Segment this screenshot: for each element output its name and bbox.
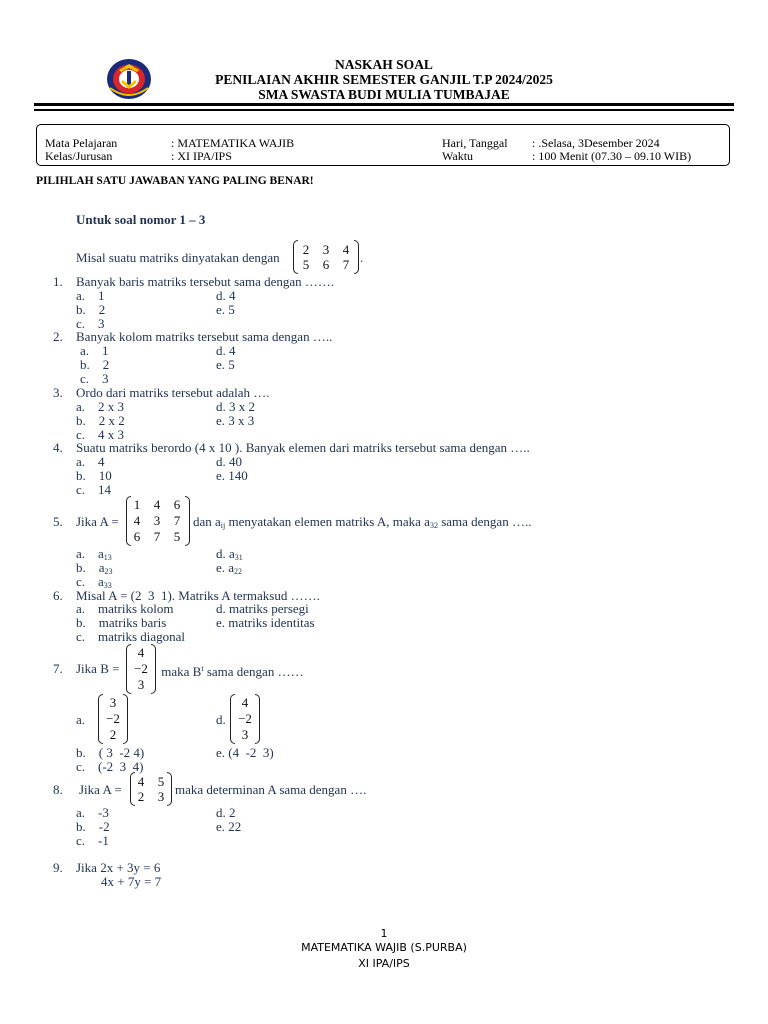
- q1-option-d: d. 4: [216, 288, 236, 303]
- q8-option-d: d. 2: [216, 805, 236, 820]
- q2-text: Banyak kolom matriks tersebut sama dengan …..: [76, 329, 333, 344]
- subject-value: : MATEMATIKA WAJIB: [171, 136, 295, 150]
- q7-matrix: 4 −2 3: [126, 644, 156, 694]
- q5-matrix: 1 4 6 4 3 7 6 7 5: [126, 496, 190, 546]
- q9-line2: 4x + 7y = 7: [101, 874, 162, 889]
- q9-line1: Jika 2x + 3y = 6: [76, 860, 161, 875]
- q5-prefix: Jika A =: [76, 514, 119, 529]
- q1-option-b: b. 2: [76, 302, 106, 317]
- section-title: Untuk soal nomor 1 – 3: [76, 212, 206, 227]
- instruction: PILIHLAH SATU JAWABAN YANG PALING BENAR!: [36, 175, 314, 187]
- q2-option-d: d. 4: [216, 343, 236, 358]
- q2-option-e: e. 5: [216, 357, 235, 372]
- q7-option-d-label: d.: [216, 712, 226, 727]
- day-value: : .Selasa, 3Desember 2024: [532, 136, 660, 150]
- q5-option-a: a. $a_{13}$: [76, 546, 112, 562]
- q5-option-b: b. $a_{23}$: [76, 560, 113, 576]
- q6-option-d: d. matriks persegi: [216, 601, 309, 616]
- q5-option-e: e. $a_{22}$: [216, 560, 243, 576]
- q3-option-e: e. 3 x 3: [216, 413, 255, 428]
- intro-end: .: [360, 250, 364, 265]
- q8-option-c: c. -1: [76, 833, 109, 848]
- q4-option-b: b. 10: [76, 468, 112, 483]
- q5-option-d: d. $a_{31}$: [216, 546, 243, 562]
- q6-text: Misal A = (2 3 1). Matriks A termaksud …….: [76, 588, 320, 603]
- doc-title: NASKAH SOAL: [335, 57, 433, 72]
- q8-matrix: 4 5 2 3: [130, 772, 172, 806]
- q8-option-b: b. -2: [76, 819, 110, 834]
- header-rule-thick: [34, 103, 734, 106]
- q2-option-b: b. 2: [80, 357, 110, 372]
- q3-option-c: c. 4 x 3: [76, 427, 125, 442]
- q8-prefix: Jika A =: [79, 782, 122, 797]
- q1-text: Banyak baris matriks tersebut sama dengan …….: [76, 274, 335, 289]
- q7-option-e: e. (4 -2 3): [216, 745, 274, 760]
- header-rule-thin: [34, 109, 734, 111]
- footer-class: XI IPA/IPS: [358, 957, 410, 970]
- q3-option-d: d. 3 x 2: [216, 399, 255, 414]
- q5-number: 5.: [53, 514, 63, 529]
- q2-option-c: c. 3: [80, 371, 109, 386]
- doc-subtitle: PENILAIAN AKHIR SEMESTER GANJIL T.P 2024/2025: [215, 72, 553, 87]
- q5-text: dan $a_{ij}$ menyatakan elemen matriks A, maka $a_{32}$ sama dengan …..: [193, 514, 532, 530]
- q4-text: Suatu matriks berordo (4 x 10 ). Banyak elemen dari matriks tersebut sama dengan …..: [76, 440, 530, 455]
- q1-option-e: e. 5: [216, 302, 235, 317]
- q3-option-a: a. 2 x 3: [76, 399, 125, 414]
- time-label: Waktu: [442, 149, 474, 163]
- q6-option-c: c. matriks diagonal: [76, 629, 186, 644]
- q3-number: 3.: [53, 385, 63, 400]
- q4-number: 4.: [53, 440, 63, 455]
- q5-option-c: c. $a_{33}$: [76, 574, 112, 590]
- q6-option-e: e. matriks identitas: [216, 615, 315, 630]
- intro-matrix: 2 3 4 5 6 7: [293, 240, 359, 274]
- q6-option-b: b. matriks baris: [76, 615, 167, 630]
- q7-option-a-label: a.: [76, 712, 86, 727]
- q8-number: 8.: [53, 782, 63, 797]
- q7-option-d-matrix: 4 −2 3: [230, 694, 260, 744]
- page-number: 1: [380, 927, 388, 940]
- subject-label: Mata Pelajaran: [45, 136, 118, 150]
- q3-text: Ordo dari matriks tersebut adalah ….: [76, 385, 270, 400]
- q7-number: 7.: [53, 661, 63, 676]
- q8-option-e: e. 22: [216, 819, 242, 834]
- q6-option-a: a. matriks kolom: [76, 601, 174, 616]
- q1-option-a: a. 1: [76, 288, 105, 303]
- intro-text: Misal suatu matriks dinyatakan dengan: [76, 250, 280, 265]
- q7-option-c: c. (-2 3 4): [76, 759, 144, 774]
- footer-subject: MATEMATIKA WAJIB (S.PURBA): [301, 941, 467, 954]
- q7-option-a-matrix: 3 −2 2: [98, 694, 128, 744]
- q1-number: 1.: [53, 274, 63, 289]
- q2-option-a: a. 1: [80, 343, 109, 358]
- q4-option-d: d. 40: [216, 454, 242, 469]
- day-label: Hari, Tanggal: [442, 136, 508, 150]
- class-label: Kelas/Jurusan: [45, 149, 113, 163]
- q9-number: 9.: [53, 860, 63, 875]
- q7-option-b: b. ( 3 -2 4): [76, 745, 145, 760]
- school-name: SMA SWASTA BUDI MULIA TUMBAJAE: [258, 87, 510, 102]
- time-value: : 100 Menit (07.30 – 09.10 WIB): [532, 149, 692, 163]
- q4-option-c: c. 14: [76, 482, 112, 497]
- q4-option-e: e. 140: [216, 468, 248, 483]
- q7-prefix: Jika B =: [76, 661, 120, 676]
- q6-number: 6.: [53, 588, 63, 603]
- q8-option-a: a. -3: [76, 805, 109, 820]
- q3-option-b: b. 2 x 2: [76, 413, 125, 428]
- class-value: : XI IPA/IPS: [171, 149, 232, 163]
- q8-text: maka determinan A sama dengan ….: [175, 782, 367, 797]
- q2-number: 2.: [53, 329, 63, 344]
- q7-text: maka $B^t$ sama dengan ……: [158, 664, 304, 679]
- q1-option-c: c. 3: [76, 316, 105, 331]
- q4-option-a: a. 4: [76, 454, 105, 469]
